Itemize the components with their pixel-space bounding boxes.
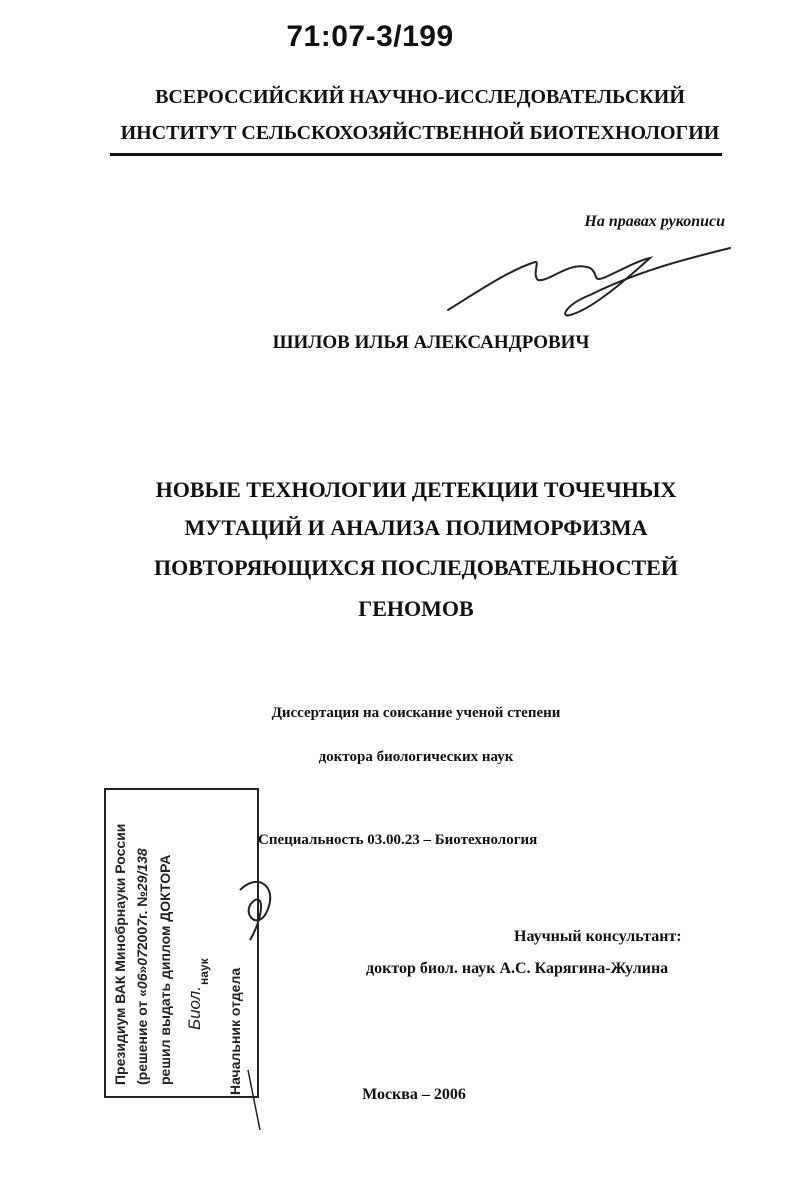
stamp-line-3: решил выдать диплом ДОКТОРА [157,854,173,1085]
degree-line-2: доктора биологических наук [318,749,514,765]
stamp-line-1: Президиум ВАК Минобрнауки России [112,823,128,1085]
consultant-name: доктор биол. наук А.С. Карягина-Жулина [366,960,669,977]
header-divider [110,153,722,156]
title-line-3: ПОВТОРЯЮЩИХСЯ ПОСЛЕДОВАТЕЛЬНОСТЕЙ [154,555,678,580]
stamp-line-4: Начальник отдела [227,967,243,1095]
consultant-label: Научный консультант: [514,928,682,945]
institution-line-1: ВСЕРОССИЙСКИЙ НАУЧНО-ИССЛЕДОВАТЕЛЬСКИЙ [155,86,685,108]
specialty: Специальность 03.00.23 – Биотехнология [258,832,538,848]
stamp-field-handwritten: Биол. [185,986,204,1030]
manuscript-rights-note: На правах рукописи [584,213,725,230]
vak-stamp [90,770,290,1140]
title-line-2: МУТАЦИЙ И АНАЛИЗА ПОЛИМОРФИЗМА [184,515,648,540]
stamp-signature [240,882,270,940]
archive-code: 71:07-3/199 [286,20,454,53]
author-signature [440,230,740,330]
title-line-4: ГЕНОМОВ [358,596,474,621]
stamp-signature-tail [248,1070,260,1130]
city-year: Москва – 2006 [362,1086,466,1103]
author-name: ШИЛОВ ИЛЬЯ АЛЕКСАНДРОВИЧ [272,332,590,353]
title-line-1: НОВЫЕ ТЕХНОЛОГИИ ДЕТЕКЦИИ ТОЧЕЧНЫХ [155,477,677,502]
degree-line-1: Диссертация на соискание ученой степени [271,705,561,721]
stamp-line-2: (решение от «06»072007г. №29/138 [134,848,150,1085]
institution-line-2: ИНСТИТУТ СЕЛЬСКОХОЗЯЙСТВЕННОЙ БИОТЕХНОЛОГИИ [120,122,720,144]
stamp-field-suffix: наук [197,958,211,985]
